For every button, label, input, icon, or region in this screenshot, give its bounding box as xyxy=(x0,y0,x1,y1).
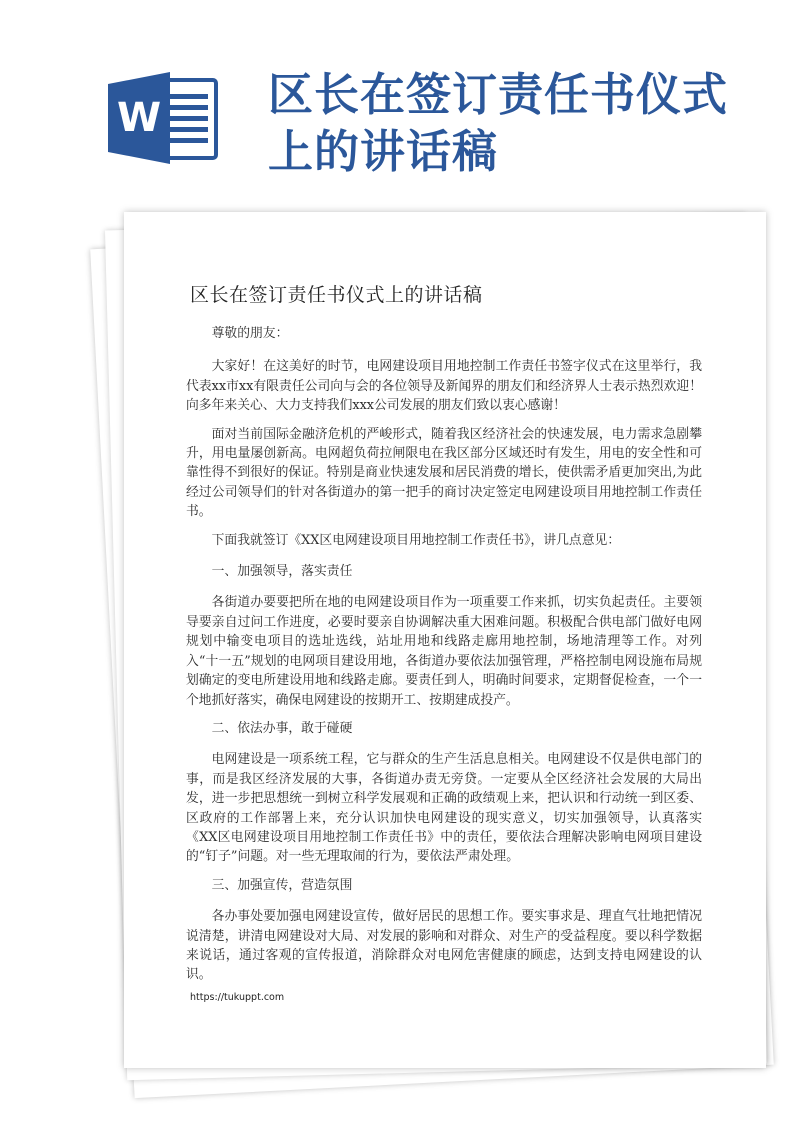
paragraph: 大家好！在这美好的时节，电网建设项目用地控制工作责任书签字仪式在这里举行，我代表xx市xx有限责任公司向与会的各位领导及新闻界的朋友们和经济界人士表示热烈欢迎！向多年来关心、大力支持我们xxx公司发展的朋友们致以衷心感谢！ xyxy=(186,359,702,414)
paragraph-intro: 下面我就签订《XX区电网建设项目用地控制工作责任书》，讲几点意见： xyxy=(211,532,621,548)
salutation: 尊敬的朋友： xyxy=(211,326,289,341)
paragraph: 电网建设是一项系统工程，它与群众的生产生活息息相关。电网建设不仅是供电部门的事，而是我区经济发展的大事，各街道办责无旁贷。一定要从全区经济社会发展的大局出发，进一步把思想统一到树立科学发展观和正确的政绩观上来，把认识和行动统一到区委、区政府的工作部署上来，充分认识加快电网建设的现实意义，切实加强领导，认真落实《XX区电网建设项目用地控制工作责任书》中的责任，要依法合理解决影响电网项目建设的“钉子”问题。对一些无理取闹的行为，要依法严肃处理。 xyxy=(186,752,702,865)
paragraph: 各办事处要加强电网建设宣传，做好居民的思想工作。要实事求是、理直气壮地把情况说清楚，讲清电网建设对大局、对发展的影响和对群众、对生产的受益程度。要以科学数据来说话，通过客观的宣传报道，消除群众对电网危害健康的顾虑，达到支持电网建设的认识。 xyxy=(186,909,702,983)
paragraph: 各街道办要要把所在地的电网建设项目作为一项重要工作来抓，切实负起责任。主要领导要亲自过问工作进度，必要时要亲自协调解决重大困难问题。积极配合供电部门做好电网规划中输变电项目的选址选线，站址用地和线路走廊用地控制，场地清理等工作。对列入“十一五”规划的电网项目建设用地，各街道办要依法加强管理，严格控制电网设施布局规划确定的变电所建设用地和线路走廊。要责任到人，明确时间要求，定期督促检查，一个一个地抓好落实，确保电网建设的按期开工、按期建成投产。 xyxy=(186,595,702,708)
document-page xyxy=(124,212,766,1068)
header xyxy=(0,0,800,210)
document-body xyxy=(186,324,702,994)
section-heading: 二、依法办事，敢于碰硬 xyxy=(211,720,353,736)
word-icon-letter: W xyxy=(116,95,162,141)
footer-url: https://tukuppt.com xyxy=(190,992,285,1003)
page-title: 区长在签订责任书仪式上的讲话稿 xyxy=(268,68,729,178)
word-document-icon xyxy=(108,72,220,164)
paragraph: 面对当前国际金融济危机的严峻形式，随着我区经济社会的快速发展，电力需求急剧攀升，用电量屡创新高。电网超负荷拉闸限电在我区部分区域还时有发生，用电的安全性和可靠性得不到很好的保证。特别是商业快速发展和居民消费的增长，使供需矛盾更加突出,为此经过公司领导们的针对各街道办的第一把手的商讨决定签定电网建设项目用地控制工作责任书。 xyxy=(186,426,702,520)
section-heading: 三、加强宣传，营造氛围 xyxy=(211,877,353,893)
document-title: 区长在签订责任书仪式上的讲话稿 xyxy=(190,284,483,306)
section-heading: 一、加强领导，落实责任 xyxy=(211,564,353,580)
